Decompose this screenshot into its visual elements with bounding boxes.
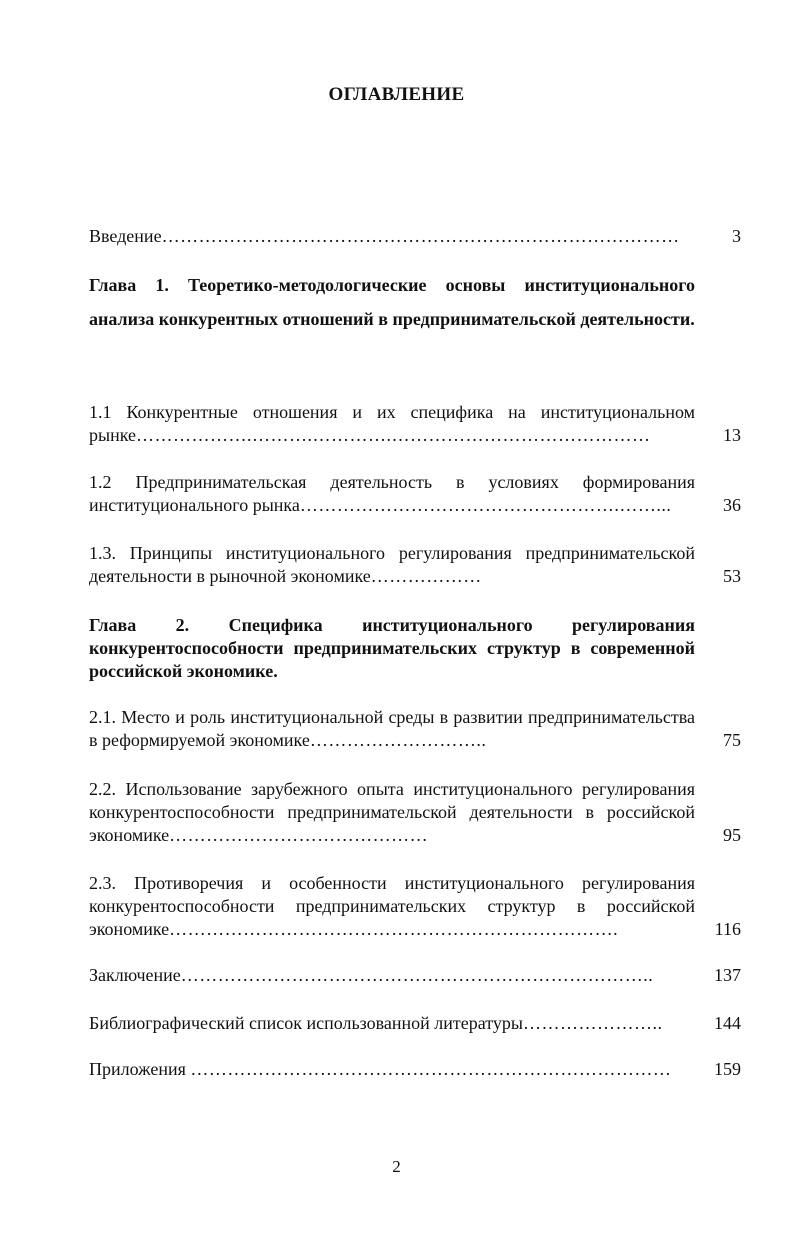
toc-chapter-1[interactable]: Глава 1. Теоретико-методологические основы институционального анализа конкурентных отношений в предпринимательской деятельности.: [89, 275, 695, 329]
toc-page-number: 116: [714, 919, 741, 939]
toc-page-number: 144: [714, 1013, 741, 1033]
toc-entry-1-3[interactable]: [89, 542, 741, 588]
toc-page-number: 3: [732, 226, 741, 246]
page-number: 2: [392, 1157, 401, 1176]
toc-page-number: 13: [723, 425, 741, 445]
toc-leader: …………………………………………….……...: [299, 495, 672, 515]
toc-entry-label: Введение: [89, 226, 162, 246]
toc-leader: ………………………..: [309, 730, 487, 750]
toc-entry-conclusion[interactable]: [89, 964, 741, 987]
toc-leader: ……………………………………: [169, 825, 429, 845]
toc-entry-1-1[interactable]: [89, 401, 741, 447]
toc-chapter-2[interactable]: Глава 2. Специфика институционального регулирования конкурентоспособности предпринимательских структур в современной российской экономике.: [89, 615, 695, 681]
toc-page-number: 75: [723, 730, 741, 750]
toc-entry-appendices[interactable]: [89, 1058, 741, 1081]
toc-entry-label: 2.1. Место и роль институциональной среды в развитии предпринимательства в реформируемой экономике: [89, 707, 695, 750]
toc-leader: …………………..: [523, 1013, 663, 1033]
toc-leader: ……………………………………………………………………: [190, 1059, 672, 1079]
toc-page-number: 159: [714, 1059, 741, 1079]
toc-entry-label: 1.1 Конкурентные отношения и их специфика на институциональном рынке: [89, 402, 695, 445]
toc-leader: ………………: [370, 566, 482, 586]
toc-entry-label: 2.3. Противоречия и особенности институционального регулирования конкурентоспособности предпринимательских структур в российской экономике: [89, 873, 695, 939]
toc-entry-label: Заключение: [89, 965, 181, 985]
toc-entry-2-3[interactable]: [89, 872, 741, 941]
toc-leader: ……………………………………………………………….: [169, 919, 619, 939]
toc-leader: ……………….……….………….……………………………………: [136, 425, 651, 445]
toc-entry-2-1[interactable]: [89, 706, 741, 752]
toc-entry-label: Библиографический список использованной литературы: [89, 1013, 524, 1033]
toc-entry-intro[interactable]: [89, 225, 741, 248]
toc-entry-label: 1.2 Предпринимательская деятельность в условиях формирования институционального рынка: [89, 472, 695, 515]
toc-entry-bibliography[interactable]: [89, 1012, 741, 1035]
toc-page-number: 95: [723, 825, 741, 845]
toc-leader: …………………………………………………………………..: [180, 965, 654, 985]
toc-leader: …………………………………………………………………………: [161, 226, 680, 246]
toc-page-number: 53: [723, 566, 741, 586]
toc-page-number: 36: [723, 495, 741, 515]
toc-entry-label: Приложения: [89, 1059, 191, 1079]
toc-page-number: 137: [714, 965, 741, 985]
toc-entry-2-2[interactable]: [89, 778, 741, 847]
toc-entry-1-2[interactable]: [89, 471, 741, 517]
toc-entry-label: 2.2. Использование зарубежного опыта институционального регулирования конкурентоспособности предпринимательской деятельности в российской экономике: [89, 779, 695, 845]
toc-entry-label: 1.3. Принципы институционального регулирования предпринимательской деятельности в рыночной экономике: [89, 543, 695, 586]
page-title: ОГЛАВЛЕНИЕ: [328, 84, 465, 105]
